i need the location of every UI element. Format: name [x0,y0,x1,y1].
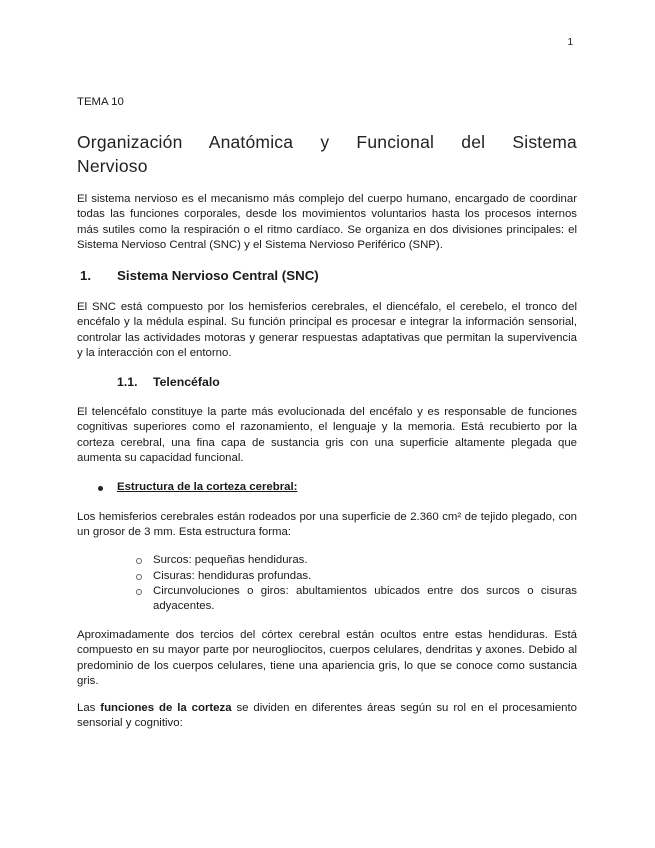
document-title [77,130,577,178]
title-line-1: Organización Anatómica y Funcional del Sistema [77,132,577,152]
functions-paragraph [77,701,577,732]
title-line-2: Nervioso [77,156,148,176]
section-1-paragraph: El SNC está compuesto por los hemisferios cerebrales, el diencéfalo, el cerebelo, el tronco del encéfalo y la médula espinal. Su función principal es procesar e integrar la información sensorial, controlar las actividades motoras y generar respuestas adaptativas que permitan la supervivencia y la interacción con el entorno. [77,301,577,360]
text: Las [77,702,101,714]
subsection-number: 1.1. [117,375,138,389]
bold-text: funciones de la corteza [100,702,232,714]
circle-bullet-icon [136,574,142,580]
circle-bullet-icon [136,558,142,564]
cortex-paragraph: Aproximadamente dos tercios del córtex cerebral están ocultos entre estas hendiduras. Está compuesto en su mayor parte por neurogliocitos, cuerpos celulares, dendritas y axones. Debido al predominio de los cuerpos celulares, tiene una apariencia gris, lo que se conoce como sustancia gris. [77,629,577,688]
circle-bullet-icon [136,589,142,595]
page-number: 1 [567,37,573,48]
subsection-title: Telencéfalo [153,375,220,389]
section-title: Sistema Nervioso Central (SNC) [117,268,319,283]
bullet-icon [98,486,103,491]
section-number: 1. [80,268,92,283]
sublist-text: Surcos: pequeñas hendiduras. [153,554,308,566]
topic-label: TEMA 10 [77,96,124,108]
sublist-text: Circunvoluciones o giros: abultamientos ubicados entre dos surcos o cisuras adyacentes. [153,585,577,613]
bullet-heading: Estructura de la corteza cerebral: [117,481,298,493]
section-1-1-paragraph: El telencéfalo constituye la parte más evolucionada del encéfalo y es responsable de funciones cognitivas superiores como el razonamiento, el lenguaje y la memoria. Está recubierto por la corteza cerebral, una fina capa de sustancia gris con una superficie altamente plegada que aumenta su capacidad funcional. [77,406,577,465]
intro-paragraph: El sistema nervioso es el mecanismo más complejo del cuerpo humano, encargado de coordinar todas las funciones corporales, desde los movimientos voluntarios hasta los procesos internos más sutiles como la respiración o el ritmo cardíaco. Se organiza en dos divisiones principales: el Sistema Nervioso Central (SNC) y el Sistema Nervioso Periférico (SNP). [77,193,577,252]
sublist-text: Cisuras: hendiduras profundas. [153,570,312,582]
text: se dividen en diferentes áreas según su rol en el procesamiento sensorial y cognitivo: [77,702,577,730]
structure-paragraph: Los hemisferios cerebrales están rodeados por una superficie de 2.360 cm² de tejido plegado, con un grosor de 3 mm. Esta estructura forma: [77,511,577,539]
